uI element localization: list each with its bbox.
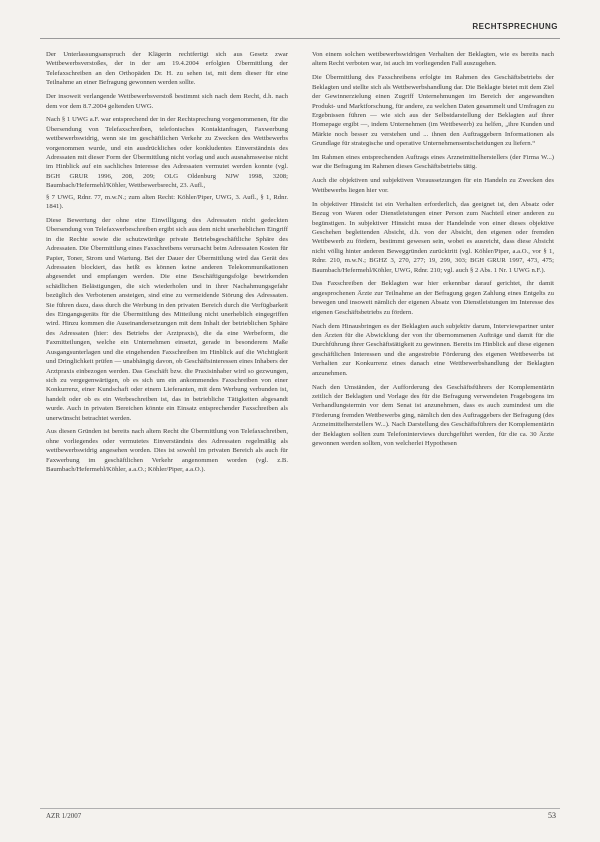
paragraph: Der insoweit verlangende Wettbewerbsverstoß bestimmt sich nach dem Recht, d.h. nach dem vor dem 8.7.2004 geltenden UWG.: [46, 93, 288, 110]
paragraph: Der Unterlassungsanspruch der Klägerin rechtfertigt sich aus Gesetz zwar Wettbewerbsverstoßes, der in der am 19.4.2004 erfolgten Übermittlung der Telefaxschreiben an den Orthopäden Dr. H. zu sehen ist, mit dem dieser für eine Teilnahme an einer Befragung gewonnen werden sollte.: [46, 51, 288, 87]
section-label: RECHTSPRECHUNG: [472, 22, 558, 31]
header-rule: [40, 38, 560, 39]
paragraph: Das Faxschreiben der Beklagten war hier erkennbar darauf gerichtet, ihr damit angesprochenen Ärzte zur Teilnahme an der Befragung gegen Zahlung eines Entgelts zu bewegen und insoweit nämlich der eigenen Absatz von Dienstleistungen im Interesse des eigenen Geschäftsbetriebs zu fördern.: [312, 280, 554, 316]
paragraph: Diese Bewertung der ohne eine Einwilligung des Adressaten nicht gedeckten Übersendung von Telefaxwerbeschreiben ergibt sich aus dem nicht unerheblichen Eingriff in die Rechte sowie die schutzwürdige private Betriebsgeschäftliche Sphäre des Adressaten. Die Übermittlung eines Faxschreibens verursacht beim Adressaten Kosten für Papier, Toner, Strom und Wartung. Bei der Dauer der Übermittlung wird das Gerät des Adressaten blockiert, das heißt es können keine anderen Telekommunikationen abgesendet und empfangen werden. Die eine Beschäftigungsfolge bewirkenden schädlichen Belästigungen, die sich wiederholen und in ihrer Nachahmungsgefahr bezüglich des Verbotenen ansteigen, sind eine zu vermeidende Störung des Adressaten. Sie führen dazu, dass durch die Werbung in den privaten Bereich durch die Verfügbarkeit des Eingangsgeräts für die Übermittlung des Mitteilung nicht unerheblich eingegriffen wird. Hinzu kommen die Auseinandersetzungen mit dem Inhalt der betrieblichen Sphäre des Adressaten (hier: des Betriebs der Arztpraxis), die da eine Werbeform, die Faxmitteilungen, welche ein Unternehmen einsetzt, gerade in besonderem Maße Ausgangsunterlagen und die eingehenden Faxschreiben im Hinblick auf die Wichtigkeit und Dringlichkeit prüfen — unabhängig davon, ob Geschäftsinteressen eines Inhabers der Arztpraxis einbezogen werden. Das Geschäft bzw. die Praxisinhaber wird so gezwungen, sich zu vergegenwärtigen, ob es sich um ein ankommendes Faxschreiben von einer Konkurrenz, einer Kundschaft oder einem Lieferanten, mit dem Werbung verbunden ist, handelt oder ob es ein Werbeschreiben ist, das in betriebliche Tätigkeiten abgesandt wurde. Auch in privaten Bereichen könnte ein Einsatz entsprechender Faxschreiben als unerwünscht betrachtet werden.: [46, 217, 288, 422]
footer-rule: [40, 808, 560, 809]
paragraph: Nach dem Hinausbringen es der Beklagten auch subjektiv darum, Interviewpartner unter den Ärzten für die Abwicklung der von ihr übernommenen Aufträge und damit für die Durchführung ihrer Geschäftstätigkeit zu gewinnen. Bereits im Hinblick auf diese eigenen geschäftlichen Interessen und die angestrebte Förderung des eigenen Wettbewerbs ist Verhalten zur Konkurrenz eines danach eine Wettbewerbshandlung der Beklagten anzunehmen.: [312, 322, 554, 377]
paragraph: Die Übermittlung des Faxschreibens erfolgte im Rahmen des Geschäftsbetriebs der Beklagten und stellte sich als Wettbewerbshandlung dar. Die Beklagte bietet mit dem Ziel der Gewinnerzielung einen Zugriff Unternehmungen im Bereich der angewandten Produkt- und Marktforschung, für andere, zu welchen Daten gesammelt und Umfragen zu Ergebnissen führen — wie sich aus der Selbstdarstellung der Beklagten auf ihrer Homepage ergibt —, indem Unternehmen (im Wettbewerb) zu helfen, „ihre Kunden und Märkte noch besser zu verstehen und ... ihnen den Auftraggebern Informationen als Grundlage für strategische und operative Unternehmensentscheidungen zu liefern.“: [312, 74, 554, 148]
left-column: [46, 50, 288, 479]
right-column: [312, 50, 554, 453]
paragraph: Auch die objektiven und subjektiven Voraussetzungen für ein Handeln zu Zwecken des Wettbewerbs liegen hier vor.: [312, 177, 554, 194]
paragraph: Von einem solchen wettbewerbswidrigen Verhalten der Beklagten, wie es bereits nach altem Recht verboten war, ist auch im vorliegenden Fall auszugehen.: [312, 51, 554, 68]
journal-reference: AZR 1/2007: [46, 812, 82, 820]
paragraph: In objektiver Hinsicht ist ein Verhalten erforderlich, das geeignet ist, den Absatz oder Bezug von Waren oder Dienstleistungen einer Person zum Nachteil einer anderen zu begünstigen. In subjektiver Hinsicht muss der Handelnde von einer dieses objektive Geschehen begleitenden Absicht, d.h. von der Absicht, den eigenen oder fremden Wettbewerb zu fördern, bestimmt gewesen sein, wobei es ausreicht, dass diese Absicht nicht völlig hinter anderen Beweggründen zurücktritt (vgl. Köhler/Piper, a.a.O., vor § 1, Rdnr. 210, m.w.N.; BGHZ 3, 270, 277; 19, 299, 303; BGH GRUR 1997, 473, 475; Baumbach/Hefermehl/Köhler, UWG, Rdnr. 210; vgl. auch § 2 Abs. 1 Nr. 1 UWG n.F.).: [312, 200, 554, 274]
paragraph: Nach den Umständen, der Aufforderung des Geschäftsführers der Komplementärin zeitlich der Beklagten und Vorlage des für die Befragung verwendeten Fragebogens im Verhandlungstermin vor dem Senat ist anzunehmen, dass es auch zumindest um die Förderung fremden Wettbewerbs ging, nämlich den des Auftraggebers der Befragung (des Arzneimittelherstellers W...). Nach Darstellung des Geschäftsführers der Komplementärin der Beklagten sollten zum Telefoninterviews durchgeführt werden, für die ca. 30 Ärzte gewonnen werden sollten, von welcherlei Hypothesen: [312, 383, 554, 447]
paragraph: Im Rahmen eines entsprechenden Auftrags eines Arzneimittelherstellers (der Firma W...) war die Befragung im Rahmen dieses Geschäftsbetriebs tätig.: [312, 154, 554, 171]
paragraph: Aus diesen Gründen ist bereits nach altem Recht die Übermittlung von Telefaxschreiben, ohne vorliegendes oder vermutetes Einverständnis des Adressaten regelmäßig als wettbewerbswidrig angesehen worden. Dies ist sowohl im privaten Bereich als auch für Faxwerbung im geschäftlichen Verkehr angenommen worden (vgl. z.B. Baumbach/Hefermehl/Köhler, a.a.O.; Köhler/Piper, a.a.O.).: [46, 428, 288, 474]
paragraph: § 7 UWG, Rdnr. 77, m.w.N.; zum alten Recht: Köhler/Piper, UWG, 3. Aufl., § 1, Rdnr. 1841).: [46, 193, 288, 211]
page-number: 53: [548, 811, 556, 820]
paragraph: Nach § 1 UWG a.F. war entsprechend der in der Rechtsprechung vorgenommenen, für die Übersendung von Telefaxschreiben, telefonisches Kontaktanfragen, Faxwerbung wettbewerbswidrig, wenn sie im geschäftlichen Verkehr zu Zwecken des Wettbewerbs vorgenommen wurde, und ein ausdrückliches oder konkludentes Einverständnis des Adressaten mit dieser Form der Übermittlung nicht vorlag und auch ausnahmsweise nicht im Hinblick auf ein sachliches Interesse des Adressaten vermutet werden konnte (vgl. BGH GRUR 1996, 208, 209; OLG Oldenburg NJW 1998, 3208; Baumbach/Hefermehl/Köhler, Wettbewerbsrecht, 23. Aufl.,: [46, 116, 288, 190]
